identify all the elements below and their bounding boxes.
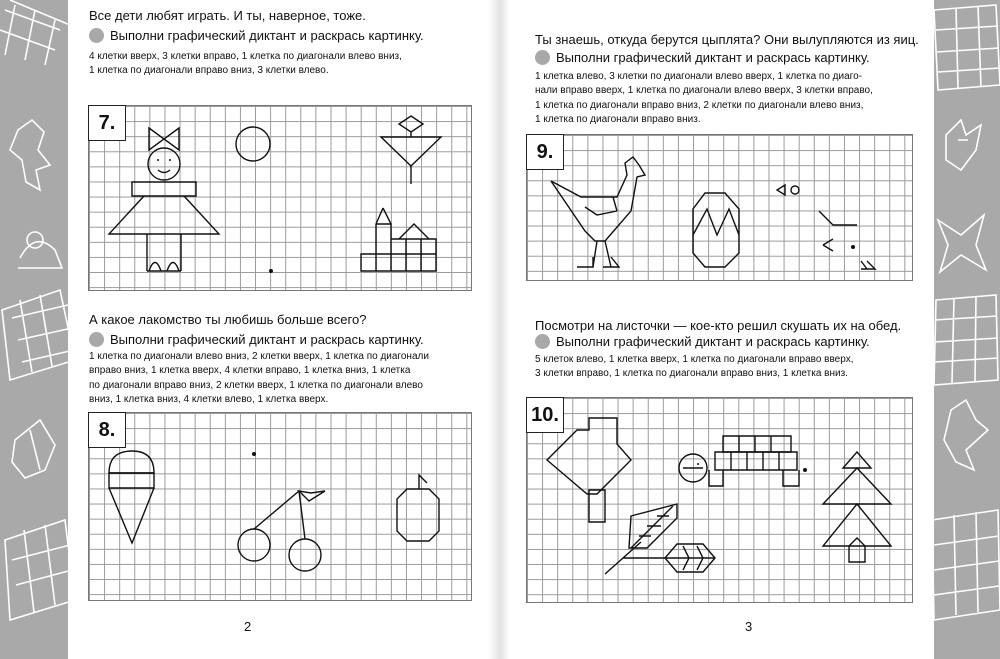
page-number: 2: [244, 619, 252, 634]
right-decorative-band: [926, 0, 1000, 659]
section-title: А какое лакомство ты любишь больше всего?: [89, 312, 367, 327]
dictation-text: 1 клетка по диагонали влево вниз, 2 клетки вверх, 1 клетка по диагонали вправо вниз, 1 клетка вверх, 4 клетки вправо, 1 клетка вниз, 1 клетка по диагонали вправо вниз, 2 клетки вверх, 1 клетка по диагонали влево вниз, 1 клетка вниз, 4 клетки влево, 1 клетка вверх.: [89, 351, 429, 405]
bullet-icon: [89, 28, 104, 43]
exercise-number-10: 10.: [526, 397, 564, 433]
exercise-number-8: 8.: [88, 412, 126, 448]
exercise-grid-9: [526, 134, 913, 281]
bullet-icon: [535, 50, 550, 65]
instruction: Выполни графический диктант и раскрась картинку.: [535, 50, 870, 65]
drawing-7: [89, 106, 471, 290]
left-decorative-band: [0, 0, 75, 659]
exercise-number-9: 9.: [526, 134, 564, 170]
exercise-grid-10: [526, 397, 913, 603]
drawing-10: [527, 398, 912, 602]
bullet-icon: [535, 334, 550, 349]
exercise-grid-8: [88, 412, 472, 601]
exercise-grid-7: [88, 105, 472, 291]
drawing-9: [527, 135, 912, 280]
instruction: Выполни графический диктант и раскрась картинку.: [89, 28, 424, 43]
dictation-text: 1 клетка влево, 3 клетки по диагонали влево вверх, 1 клетка по диаго- нали вправо вверх, 1 клетка по диагонали влево вверх, 3 клетки вправо, 1 клетка по диагонали вправо вниз, 2 клетки по диагонали влево вниз, 1 клетка по диагонали вправо вниз.: [535, 71, 873, 125]
doodle-pattern-left: [0, 0, 75, 659]
drawing-8: [89, 413, 471, 600]
section-title: Посмотри на листочки — кое-кто решил скушать их на обед.: [535, 318, 902, 333]
doodle-pattern-right: [926, 0, 1000, 659]
instruction: Выполни графический диктант и раскрась картинку.: [89, 332, 424, 347]
dictation-text: 4 клетки вверх, 3 клетки вправо, 1 клетка по диагонали влево вниз, 1 клетка по диагонали вправо вниз, 3 клетки влево.: [89, 51, 402, 77]
book-gutter: [488, 0, 510, 659]
instruction: Выполни графический диктант и раскрась картинку.: [535, 334, 870, 349]
section-title: Ты знаешь, откуда берутся цыплята? Они вылупляются из яиц.: [535, 32, 919, 47]
section-title: Все дети любят играть. И ты, наверное, тоже.: [89, 8, 366, 23]
bullet-icon: [89, 332, 104, 347]
dictation-text: 5 клеток влево, 1 клетка вверх, 1 клетка по диагонали вправо вверх, 3 клетки вправо, 1 клетка по диагонали вправо вниз, 1 клетка вниз.: [535, 354, 854, 380]
page-number: 3: [745, 619, 753, 634]
exercise-number-7: 7.: [88, 105, 126, 141]
